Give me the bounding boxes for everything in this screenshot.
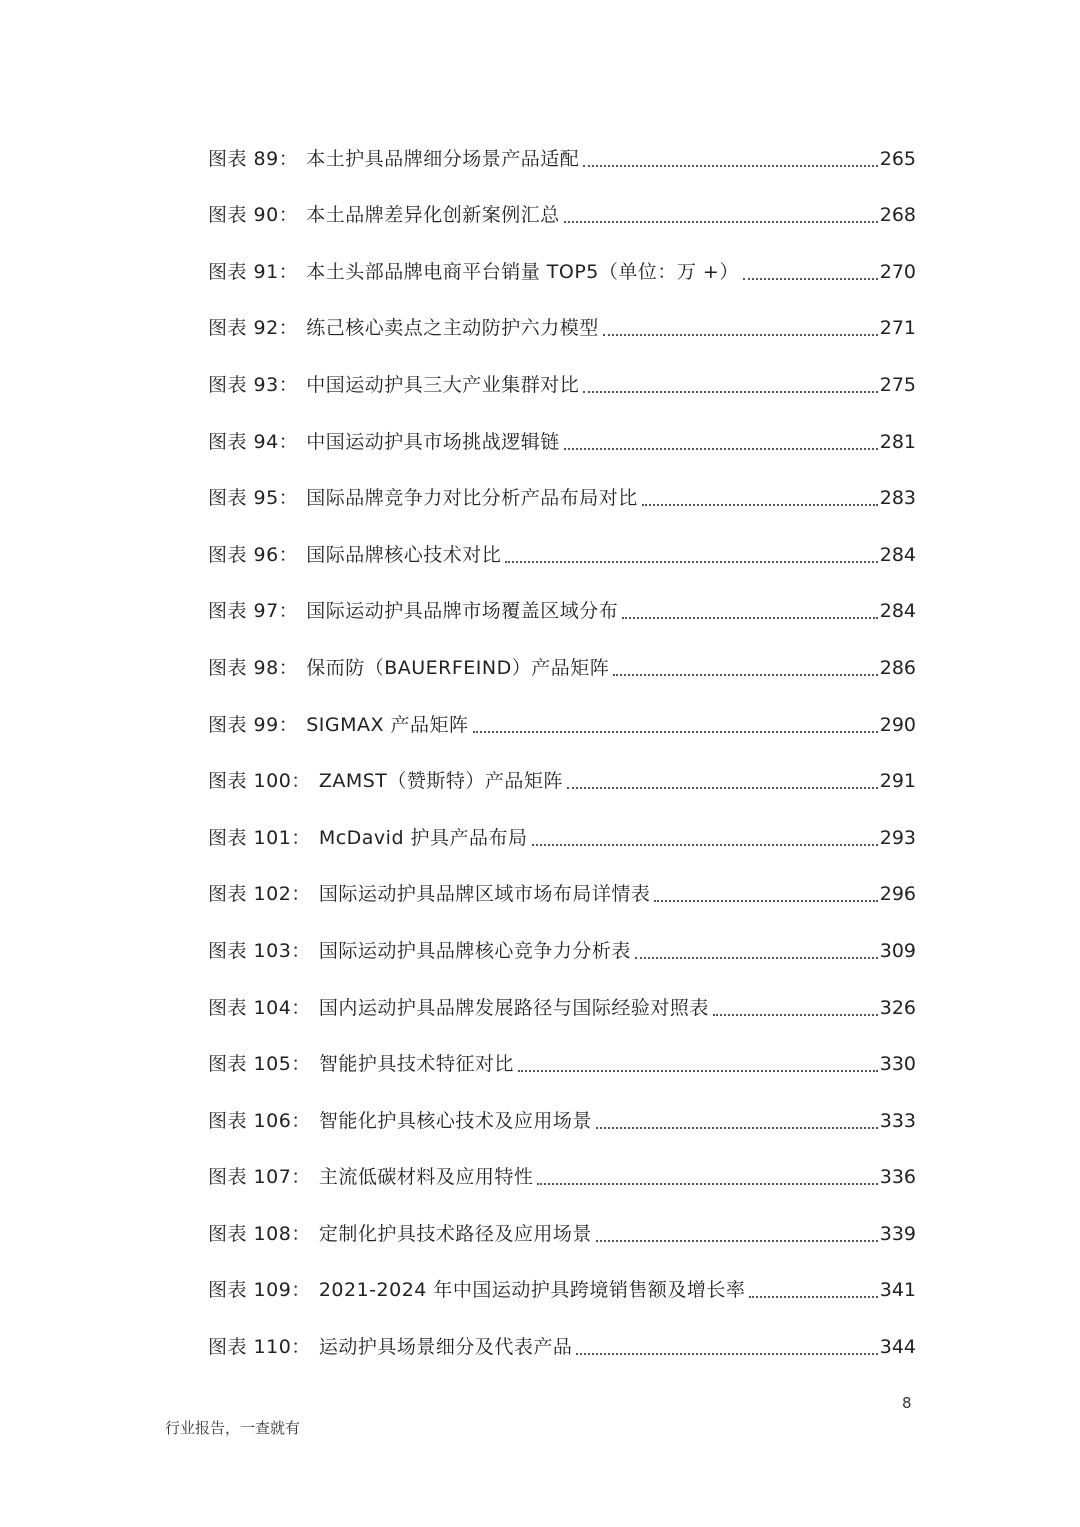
- toc-entry[interactable]: [208, 992, 916, 1049]
- toc-entry-title: 中国运动护具市场挑战逻辑链: [306, 430, 560, 453]
- toc-entry-number: 图表 101：: [208, 826, 311, 849]
- toc-entry-page: 283: [879, 487, 916, 510]
- toc-entry-number: 图表 104：: [208, 996, 311, 1019]
- toc-entry-number: 图表 109：: [208, 1279, 311, 1302]
- dot-leader: [583, 391, 878, 393]
- toc-entry-number: 图表 106：: [208, 1109, 311, 1132]
- toc-entry-title: 定制化护具技术路径及应用场景: [318, 1222, 592, 1245]
- toc-entry-page: 290: [879, 713, 916, 736]
- dot-leader: [567, 787, 878, 789]
- dot-leader: [564, 448, 878, 450]
- toc-entry[interactable]: [208, 879, 916, 936]
- dot-leader: [635, 957, 878, 959]
- toc-entry[interactable]: [208, 1049, 916, 1106]
- toc-entry[interactable]: [208, 652, 916, 709]
- toc-entry-number: 图表 103：: [208, 939, 311, 962]
- toc-entry-page: 281: [879, 430, 916, 453]
- toc-entry-title: ZAMST（赞斯特）产品矩阵: [318, 770, 563, 793]
- dot-leader: [505, 561, 878, 563]
- toc-entry-page: 330: [879, 1053, 916, 1076]
- toc-entry-number: 图表 91：: [208, 260, 299, 283]
- toc-entry-title: SIGMAX 产品矩阵: [306, 713, 469, 736]
- toc-entry-title: 国际品牌竞争力对比分析产品布局对比: [306, 487, 638, 510]
- toc-entry[interactable]: [208, 200, 916, 257]
- toc-entry-number: 图表 96：: [208, 543, 299, 566]
- toc-entry-page: 293: [879, 826, 916, 849]
- toc-entry-title: 国际运动护具品牌核心竞争力分析表: [318, 939, 631, 962]
- toc-entry-number: 图表 107：: [208, 1166, 311, 1189]
- toc-entry[interactable]: [208, 539, 916, 596]
- toc-entry-page: 339: [879, 1222, 916, 1245]
- toc-entry-title: 练己核心卖点之主动防护六力模型: [306, 317, 599, 340]
- toc-entry[interactable]: [208, 426, 916, 483]
- toc-entry-page: 309: [879, 939, 916, 962]
- toc-entry-title: 本土品牌差异化创新案例汇总: [306, 204, 560, 227]
- dot-leader: [583, 165, 878, 167]
- dot-leader: [473, 731, 878, 733]
- toc-entry[interactable]: [208, 822, 916, 879]
- toc-entry-page: 344: [879, 1336, 916, 1359]
- toc-entry[interactable]: [208, 1275, 916, 1332]
- toc-entry-number: 图表 92：: [208, 317, 299, 340]
- toc-entry-number: 图表 108：: [208, 1222, 311, 1245]
- toc-entry-page: 270: [879, 260, 916, 283]
- toc-entry[interactable]: [208, 1162, 916, 1219]
- toc-entry-number: 图表 90：: [208, 204, 299, 227]
- toc-entry-title: 主流低碳材料及应用特性: [318, 1166, 534, 1189]
- toc-entry-page: 268: [879, 204, 916, 227]
- toc-entry-number: 图表 93：: [208, 373, 299, 396]
- toc-entry[interactable]: [208, 596, 916, 653]
- toc-entry[interactable]: [208, 313, 916, 370]
- toc-entry-title: 国际运动护具品牌区域市场布局详情表: [318, 883, 651, 906]
- dot-leader: [713, 1014, 878, 1016]
- dot-leader: [518, 1070, 878, 1072]
- toc-entry[interactable]: [208, 256, 916, 313]
- toc-entry[interactable]: [208, 1218, 916, 1275]
- toc-entry[interactable]: [208, 143, 916, 200]
- dot-leader: [532, 844, 878, 846]
- toc-entry-number: 图表 99：: [208, 713, 299, 736]
- toc-entry-page: 341: [879, 1279, 916, 1302]
- toc-entry-title: 本土护具品牌细分场景产品适配: [306, 147, 580, 170]
- page-number: 8: [902, 1394, 912, 1412]
- toc-entry-number: 图表 95：: [208, 487, 299, 510]
- toc-entry-page: 286: [879, 656, 916, 679]
- toc-entry-page: 271: [879, 317, 916, 340]
- dot-leader: [596, 1127, 878, 1129]
- toc-entry-title: 国际运动护具品牌市场覆盖区域分布: [306, 600, 619, 623]
- toc-entry[interactable]: [208, 766, 916, 823]
- toc-entry-number: 图表 102：: [208, 883, 311, 906]
- footer-tagline: 行业报告，一查就有: [165, 1419, 301, 1437]
- toc-entry[interactable]: [208, 709, 916, 766]
- toc-entry-page: 284: [879, 543, 916, 566]
- toc-entry-number: 图表 97：: [208, 600, 299, 623]
- toc-entry[interactable]: [208, 369, 916, 426]
- toc-entry-title: 智能化护具核心技术及应用场景: [318, 1109, 592, 1132]
- dot-leader: [622, 617, 878, 619]
- toc-entry-title: McDavid 护具产品布局: [318, 826, 528, 849]
- dot-leader: [596, 1240, 878, 1242]
- dot-leader: [603, 334, 878, 336]
- toc-entry-title: 国际品牌核心技术对比: [306, 543, 502, 566]
- toc-entry-number: 图表 105：: [208, 1053, 311, 1076]
- toc-entry-title: 保而防（BAUERFEIND）产品矩阵: [306, 656, 610, 679]
- toc-entry-page: 336: [879, 1166, 916, 1189]
- toc-entry[interactable]: [208, 1105, 916, 1162]
- toc-entry-page: 296: [879, 883, 916, 906]
- toc-entry-number: 图表 110：: [208, 1336, 311, 1359]
- toc-entry-page: 333: [879, 1109, 916, 1132]
- toc-entry-title: 智能护具技术特征对比: [318, 1053, 514, 1076]
- dot-leader: [749, 1296, 877, 1298]
- dot-leader: [576, 1353, 877, 1355]
- toc-entry-page: 265: [879, 147, 916, 170]
- toc-entry-title: 2021-2024 年中国运动护具跨境销售额及增长率: [318, 1279, 746, 1302]
- dot-leader: [642, 504, 878, 506]
- dot-leader: [743, 278, 878, 280]
- toc-entry-page: 326: [879, 996, 916, 1019]
- toc-entry-title: 运动护具场景细分及代表产品: [318, 1336, 573, 1359]
- dot-leader: [537, 1183, 877, 1185]
- toc-entry-number: 图表 98：: [208, 656, 299, 679]
- toc-entry-page: 275: [879, 373, 916, 396]
- toc-entry[interactable]: [208, 1331, 916, 1388]
- toc-entry-title: 本土头部品牌电商平台销量 TOP5（单位：万 +）: [306, 260, 739, 283]
- toc-entry[interactable]: [208, 935, 916, 992]
- toc-entry-number: 图表 94：: [208, 430, 299, 453]
- toc-entry-title: 国内运动护具品牌发展路径与国际经验对照表: [318, 996, 709, 1019]
- dot-leader: [564, 221, 878, 223]
- table-of-figures: [208, 143, 916, 1388]
- toc-entry-page: 291: [879, 770, 916, 793]
- toc-entry-number: 图表 89：: [208, 147, 299, 170]
- toc-entry[interactable]: [208, 483, 916, 540]
- toc-entry-title: 中国运动护具三大产业集群对比: [306, 373, 580, 396]
- toc-entry-page: 284: [879, 600, 916, 623]
- dot-leader: [654, 900, 877, 902]
- toc-entry-number: 图表 100：: [208, 770, 311, 793]
- dot-leader: [613, 674, 877, 676]
